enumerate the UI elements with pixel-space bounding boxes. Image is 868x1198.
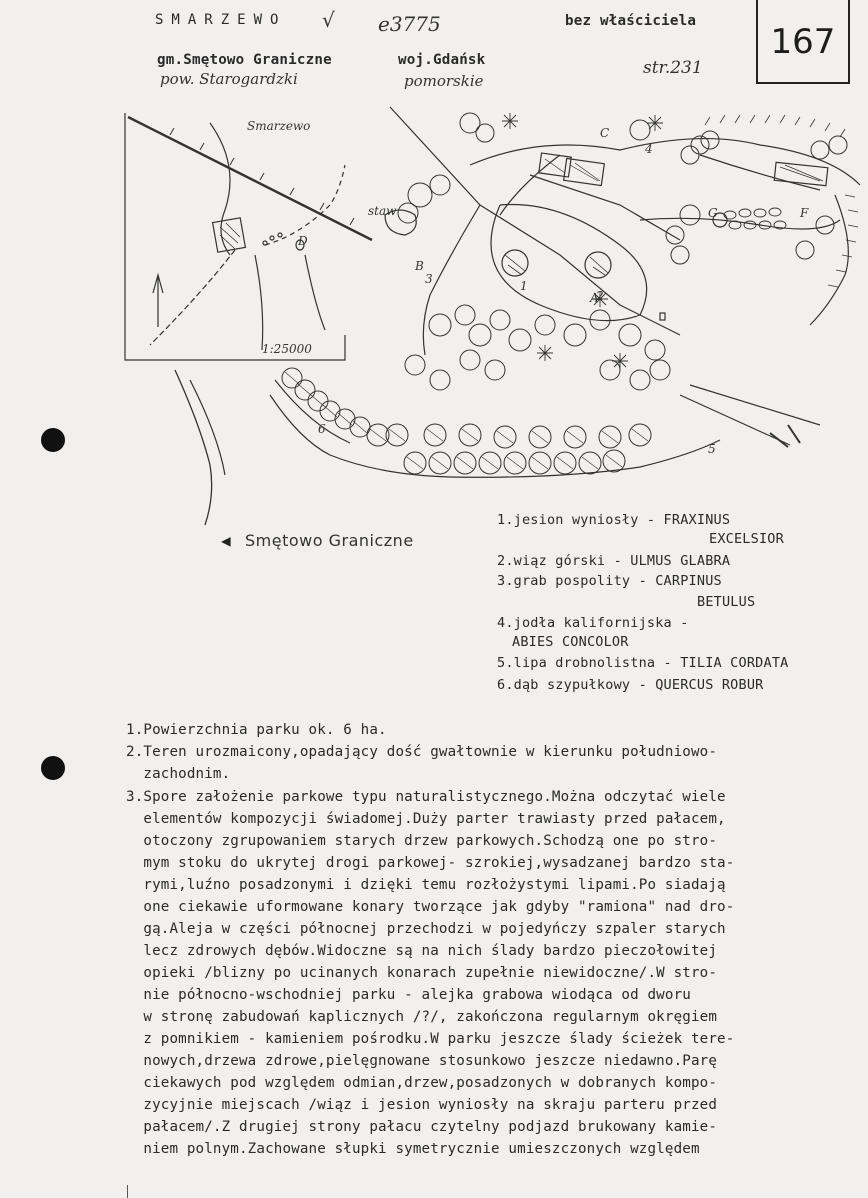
access-road (680, 395, 790, 445)
body-line: nie północno-wschodniej parku - alejka grabowa wiodąca od dworu (126, 987, 691, 1003)
body-line: pałacem/.Z drugiej strony pałacu czytelny podjazd brukowany kamie- (126, 1119, 718, 1135)
legend-item-3-cont: BETULUS (697, 594, 756, 610)
legend-item-5: 5.lipa drobnolistna - TILIA CORDATA (497, 655, 789, 671)
legend-item-4-cont: ABIES CONCOLOR (512, 634, 629, 650)
body-line: gą.Aleja w części północnej przechodzi w pojedyńczy szpaler starych (126, 921, 726, 937)
marker-2: 2 (596, 289, 604, 303)
park-sketch-map (0, 95, 868, 545)
legend-item-4: 4.jodła kalifornijska - (497, 615, 689, 631)
owner-status: bez właściciela (565, 13, 697, 29)
legend-item-6: 6.dąb szypułkowy - QUERCUS ROBUR (497, 677, 764, 693)
body-line: z pomnikiem - kamieniem pośrodku.W parku jeszcze ślady ścieżek tere- (126, 1031, 735, 1047)
marker-3: 3 (425, 272, 433, 286)
body-line: zachodnim. (126, 766, 231, 782)
direction-label: Smętowo Graniczne (245, 531, 414, 550)
body-line: nowych,drzewa zdrowe,pielęgnowane stosunkowo jeszcze niedawno.Parę (126, 1053, 718, 1069)
legend-item-1-cont: EXCELSIOR (709, 531, 784, 547)
body-line: 1.Powierzchnia parku ok. 6 ha. (126, 722, 387, 738)
marker-6: 6 (318, 422, 326, 436)
region-handwritten: pomorskie (404, 72, 484, 90)
wojewodztwo-label: woj.Gdańsk (398, 52, 486, 68)
marker-A: A (590, 291, 599, 305)
gmina-label: gm.Smętowo Graniczne (157, 52, 332, 68)
legend-item-2: 2.wiąz górski - ULMUS GLABRA (497, 553, 731, 569)
body-line: w stronę zabudowań kaplicznych /?/, zakończona regularnym okręgiem (126, 1009, 718, 1025)
body-line: zycyjnie miejscach /wiąz i jesion wyniosły na skraju parteru przed (126, 1097, 718, 1113)
pond-label: staw (368, 204, 397, 218)
inventory-number: e3775 (378, 12, 441, 36)
north-arrow (153, 275, 163, 327)
marker-D: D (298, 234, 308, 248)
place-name: SMARZEWO (155, 12, 287, 28)
legend-item-1: 1.jesion wyniosły - FRAXINUS (497, 512, 731, 528)
tick-mark: √ (322, 8, 335, 32)
margin-mark (127, 1185, 128, 1198)
body-line: one ciekawie uformowane konary tworzące jak gdyby "ramiona" nad dro- (126, 899, 735, 915)
body-line: ciekawych pod względem odmian,drzew,posadzonych w dobranych kompo- (126, 1075, 718, 1091)
body-line: 3.Spore założenie parkowe typu naturalistycznego.Można odczytać wiele (126, 789, 726, 805)
punch-hole-bottom (41, 756, 65, 780)
marker-G: G (708, 206, 718, 220)
railway-line (128, 117, 372, 240)
direction-arrow-icon: ◀ (221, 531, 231, 550)
body-line: opieki /blizny po ucinanych konarach zupełnie niewidoczne/.W stro- (126, 965, 718, 981)
page-reference: str.231 (643, 58, 703, 78)
body-line: 2.Teren urozmaicony,opadający dość gwałtownie w kierunku południowo- (126, 744, 718, 760)
powiat-handwritten: pow. Starogardzki (160, 70, 298, 88)
marker-4: 4 (645, 142, 653, 156)
body-line: rymi,luźno posadzonymi i dzięki temu rozłożystymi lipami.Po siadają (126, 877, 726, 893)
marker-C: C (600, 126, 610, 140)
body-line: mym stoku do ukrytej drogi parkowej- szrokiej,wysadzanej bardzo sta- (126, 855, 735, 871)
body-line: otoczony zgrupowaniem starych drzew parkowych.Schodzą one po stro- (126, 833, 718, 849)
card-number: 167 (756, 0, 850, 84)
body-line: elementów kompozycji świadomej.Duży parter trawiasty przed pałacem, (126, 811, 726, 827)
legend-item-3: 3.grab pospolity - CARPINUS (497, 573, 722, 589)
marker-F: F (800, 206, 809, 220)
marker-5: 5 (708, 442, 716, 456)
body-line: niem polnym.Zachowane słupki symetrycznie umieszczonych względem (126, 1141, 700, 1157)
marker-1: 1 (520, 279, 528, 293)
inset-village-label: Smarzewo (247, 119, 311, 133)
body-line: lecz zdrowych dębów.Widoczne są na nich ślady bardzo pieczołowitej (126, 943, 718, 959)
inset-scale-label: 1:25000 (262, 342, 312, 356)
marker-B: B (415, 259, 424, 273)
